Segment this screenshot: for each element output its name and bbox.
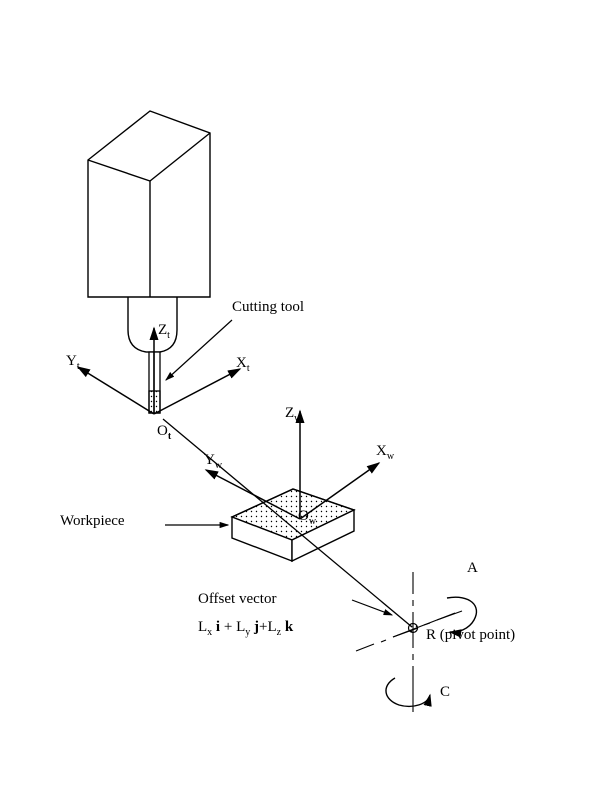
workpiece-block: [232, 489, 354, 561]
offset-term1-unit: i: [215, 619, 221, 635]
workpiece-label: Workpiece: [60, 513, 125, 529]
tool-x-axis-label: [236, 355, 250, 374]
c-rotation-arrow: [386, 678, 430, 706]
workpiece-y-axis-label: [204, 452, 222, 471]
offset-plus-1: +: [223, 619, 233, 635]
cutting-tool-leader: [166, 320, 232, 380]
tool-origin-letter: O: [157, 423, 168, 439]
workpiece-x-axis-label: [376, 443, 394, 462]
offset-term1-subscript: x: [207, 627, 213, 638]
workpiece-y-axis-subscript: w: [214, 460, 223, 471]
workpiece-x-axis-letter: X: [376, 443, 387, 459]
offset-plus-2: +: [258, 619, 268, 635]
tool-z-axis-subscript: t: [167, 330, 170, 341]
tool-z-axis-label: [158, 322, 170, 341]
spindle-body: [88, 111, 210, 297]
offset-term2-base: L: [236, 619, 246, 635]
offset-term2-subscript: y: [245, 627, 251, 638]
offset-term2-unit: j: [253, 619, 259, 635]
tool-x-axis-subscript: t: [246, 363, 250, 374]
offset-vector-label: Offset vector: [198, 591, 277, 607]
workpiece-y-axis-letter: Y: [204, 452, 215, 468]
tool-y-axis: [78, 367, 154, 414]
offset-vector-leader: [352, 600, 392, 615]
workpiece-origin-letter: O: [298, 508, 309, 524]
workpiece-origin-subscript: w: [308, 516, 317, 527]
workpiece-x-axis-subscript: w: [386, 451, 395, 462]
tool-origin-subscript: t: [167, 431, 172, 442]
pivot-point-label: R (pivot point): [426, 627, 516, 643]
tool-y-axis-letter: Y: [66, 353, 77, 369]
tool-x-axis-letter: X: [236, 355, 247, 371]
workpiece-origin-label: [298, 508, 316, 527]
a-rotation-label: A: [467, 560, 478, 576]
cutting-tool-label: Cutting tool: [232, 299, 305, 315]
workpiece-z-axis-letter: Z: [285, 405, 295, 421]
workpiece-z-axis-subscript: w: [294, 413, 302, 424]
tool-y-axis-label: [66, 353, 80, 372]
offset-term3-base: L: [267, 619, 277, 635]
tool-y-axis-subscript: t: [76, 361, 80, 372]
offset-term3-unit: k: [284, 619, 294, 635]
tool-z-axis-letter: Z: [158, 322, 168, 338]
offset-term1-base: L: [198, 619, 208, 635]
offset-vector-equation: [198, 619, 293, 638]
workpiece-z-axis-label: [285, 405, 301, 424]
offset-term3-subscript: z: [276, 627, 282, 638]
tool-origin-label: [157, 423, 171, 442]
c-rotation-label: C: [440, 684, 451, 700]
tool-x-axis: [154, 369, 240, 414]
